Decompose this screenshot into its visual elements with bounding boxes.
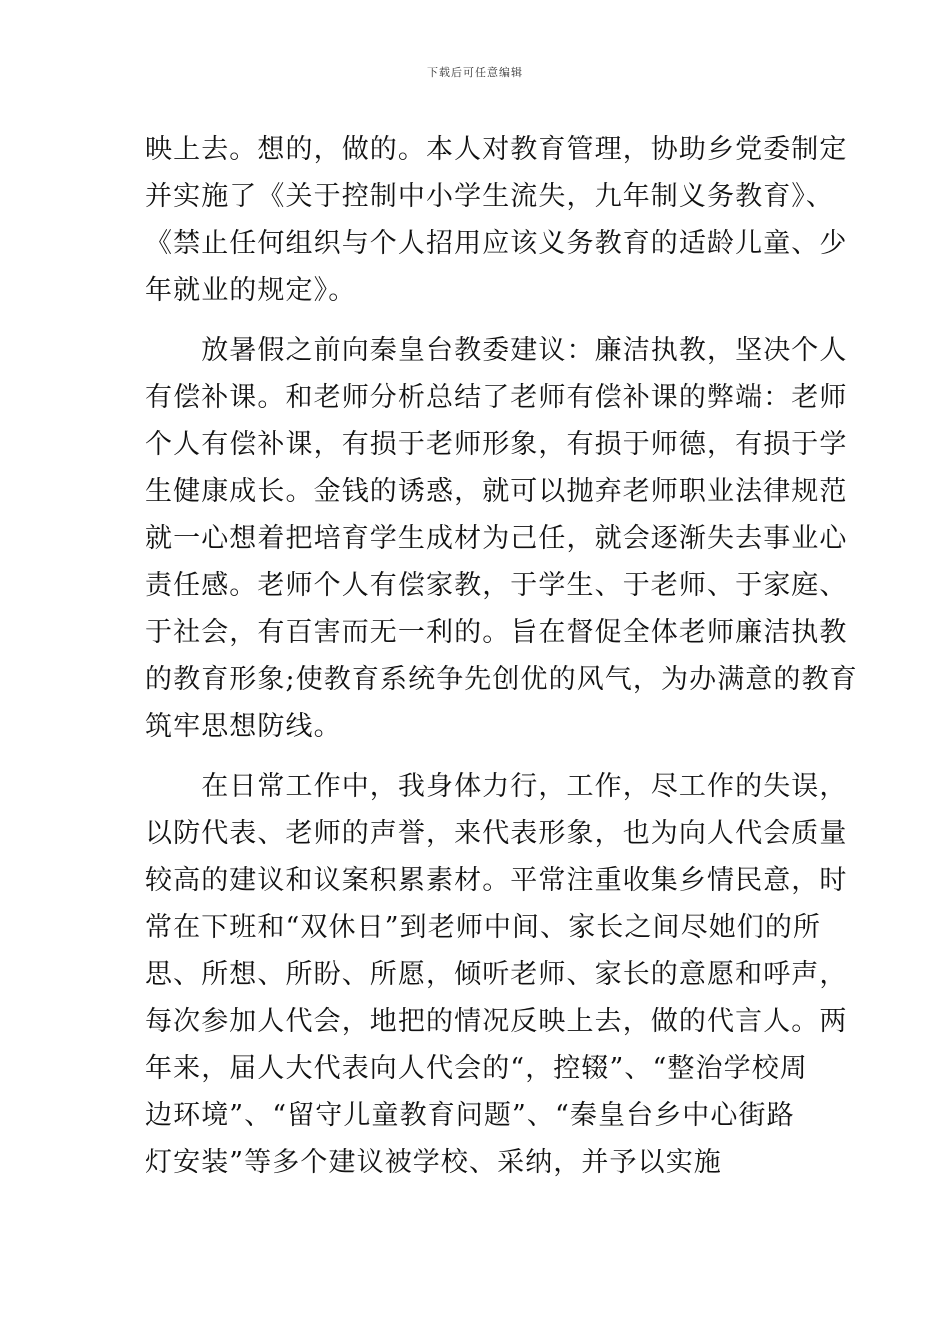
text-line: 年来，届人大代表向人代会的“，控辍”、“整治学校周 xyxy=(145,1053,808,1084)
text-line: 较高的建议和议案积累素材。平常注重收集乡情民意，时 xyxy=(145,865,848,896)
text-line: 《禁止任何组织与个人招用应该义务教育的适龄儿童、少 xyxy=(145,228,848,259)
text-line: 个人有偿补课，有损于老师形象，有损于师德，有损于学 xyxy=(145,429,848,460)
text-line: 于社会，有百害而无一利的。旨在督促全体老师廉洁执教 xyxy=(145,617,848,648)
text-line: 以防代表、老师的声誉，来代表形象，也为向人代会质量 xyxy=(145,818,848,849)
paragraph-3 xyxy=(145,763,848,1186)
text-line: 每次参加人代会，地把的情况反映上去，做的代言人。两 xyxy=(145,1006,848,1037)
text-line: 映上去。想的，做的。本人对教育管理，协助乡党委制定 xyxy=(145,134,848,165)
text-line: 边环境”、“留守儿童教育问题”、“秦皇台乡中心街路 xyxy=(145,1100,795,1131)
text-line: 责任感。老师个人有偿家教，于学生、于老师、于家庭、 xyxy=(145,570,848,601)
text-line: 年就业的规定》。 xyxy=(145,275,357,306)
text-line: 灯安装”等多个建议被学校、采纳，并予以实施 xyxy=(145,1147,722,1178)
paragraph-2 xyxy=(145,327,858,750)
document-body xyxy=(145,126,858,1186)
page-header: 下载后可任意编辑 xyxy=(427,66,523,79)
paragraph-spacer xyxy=(145,314,807,327)
paragraph-spacer xyxy=(145,750,807,763)
text-line: 筑牢思想防线。 xyxy=(145,711,342,742)
text-line: 的教育形象;使教育系统争先创优的风气，为办满意的教育 xyxy=(145,664,858,695)
paragraph-1 xyxy=(145,126,848,314)
text-line: 就一心想着把培育学生成材为己任，就会逐渐失去事业心 xyxy=(145,523,848,554)
text-line: 放暑假之前向秦皇台教委建议：廉洁执教，坚决个人 xyxy=(145,335,848,366)
text-line: 在日常工作中，我身体力行，工作，尽工作的失误， xyxy=(145,771,848,802)
text-line: 有偿补课。和老师分析总结了老师有偿补课的弊端：老师 xyxy=(145,382,848,413)
text-line: 并实施了《关于控制中小学生流失，九年制义务教育》、 xyxy=(145,181,834,212)
text-line: 思、所想、所盼、所愿，倾听老师、家长的意愿和呼声， xyxy=(145,959,848,990)
text-line: 生健康成长。金钱的诱惑，就可以抛弃老师职业法律规范 xyxy=(145,476,848,507)
text-line: 常在下班和“双休日”到老师中间、家长之间尽她们的所 xyxy=(145,912,822,943)
